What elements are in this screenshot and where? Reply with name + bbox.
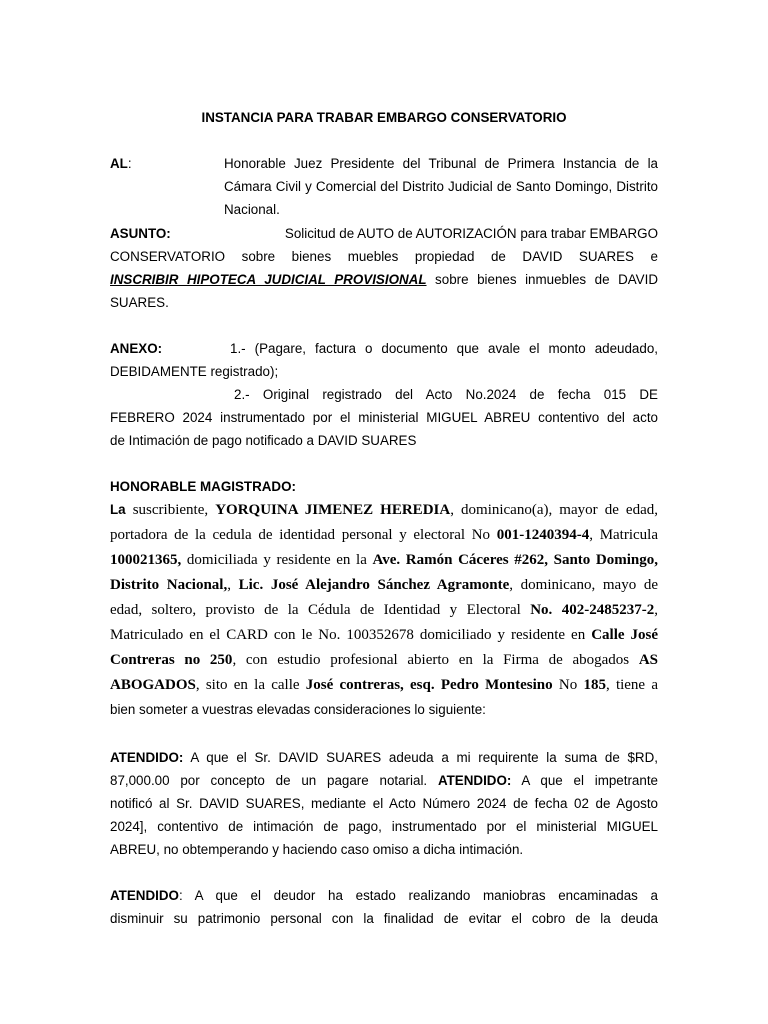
- applicant-name: YORQUINA JIMENEZ HEREDIA: [215, 502, 451, 518]
- al-label: AL: [110, 156, 128, 171]
- intro-la: La: [110, 502, 126, 517]
- al-text: Honorable Juez Presidente del Tribunal de Primera Instancia de la Cámara Civil y Comercial del Distrito Judicial de Santo Domingo, Distrito Nacional.: [224, 156, 658, 217]
- asunto-section: [110, 222, 658, 314]
- firm-address: José contreras, esq. Pedro Montesino: [305, 677, 553, 693]
- asunto-line3: sobre bienes inmuebles de DAVID: [426, 272, 659, 287]
- anexo-label: ANEXO:: [110, 341, 163, 356]
- lawyer-name: Lic. José Alejandro Sánchez Agramonte: [238, 577, 510, 593]
- anexo-item2-line1: 2.- Original registrado del Acto No.2024 de fecha 015 DE: [234, 387, 658, 402]
- intro-paragraph: La suscribiente, YORQUINA JIMENEZ HEREDIA, dominicano(a), mayor de edad, portadora de la cedula de identidad personal y electoral No 001-1240394-4, Matricula 100021365, domiciliada y residente en la Ave. Ramón Cáceres #262, Santo Domingo, Distrito Nacional,, Lic. José Alejandro Sánchez Agramonte, dominicano, mayo de edad, soltero, provisto de la Cédula de Identidad y Electoral No. 402-2485237-2, Matriculado en el CARD con le No. 100352678 domiciliado y residente en Calle José Contreras no 250, con estudio profesional abierto en la Firma de abogados AS ABOGADOS, sito en la calle José contreras, esq. Pedro Montesino No 185, tiene a bien someter a vuestras elevadas consideraciones lo siguiente:: [110, 502, 659, 717]
- anexo-item2-line2: FEBRERO 2024 instrumentado por el ministerial MIGUEL ABREU contentivo del acto: [110, 410, 658, 425]
- anexo-item1-line2: DEBIDAMENTE registrado);: [110, 364, 279, 379]
- salutation: HONORABLE MAGISTRADO:: [110, 479, 296, 494]
- lawyer-address: Calle José: [591, 627, 658, 643]
- atendido-2: ATENDIDO: A que el deudor ha estado realizando maniobras encaminadas a disminuir su patrimonio personal con la finalidad de evitar el cobro de la deuda: [110, 888, 658, 926]
- asunto-label: ASUNTO:: [110, 226, 171, 241]
- atendido-1: ATENDIDO: A que el Sr. DAVID SUARES adeuda a mi requirente la suma de $RD, 87,000.00 por concepto de un pagare notarial. ATENDIDO: A que el impetrante notificó al Sr. DAVID SUARES, mediante el Acto Número 2024 de fecha 02 de Agosto 2024], contentivo de intimación de pago, instrumentado por el ministerial MIGUEL ABREU, no obtemperando y haciendo caso omiso a dicha intimación.: [110, 750, 658, 857]
- applicant-matricula: 100021365,: [110, 552, 182, 568]
- applicant-address: Ave. Ramón Cáceres #262, Santo Domingo,: [372, 552, 659, 568]
- anexo-item1-line1: 1.- (Pagare, factura o documento que avale el monto adeudado,: [230, 341, 658, 356]
- anexo-section: [110, 337, 658, 452]
- anexo-item2-line3: de Intimación de pago notificado a DAVID SUARES: [110, 433, 417, 448]
- asunto-line4: SUARES.: [110, 295, 169, 310]
- al-colon: :: [127, 156, 132, 171]
- asunto-emphasis: INSCRIBIR HIPOTECA JUDICIAL PROVISIONAL: [110, 272, 427, 287]
- asunto-line1: Solicitud de AUTO de AUTORIZACIÓN para trabar EMBARGO: [284, 226, 658, 241]
- law-firm-name: AS: [638, 652, 658, 668]
- document-title: INSTANCIA PARA TRABAR EMBARGO CONSERVATORIO: [201, 110, 567, 125]
- lawyer-cedula: No. 402-2485237-2: [530, 602, 655, 618]
- applicant-cedula: 001-1240394-4: [496, 527, 590, 543]
- asunto-line2: CONSERVATORIO sobre bienes muebles propiedad de DAVID SUARES e: [110, 249, 658, 264]
